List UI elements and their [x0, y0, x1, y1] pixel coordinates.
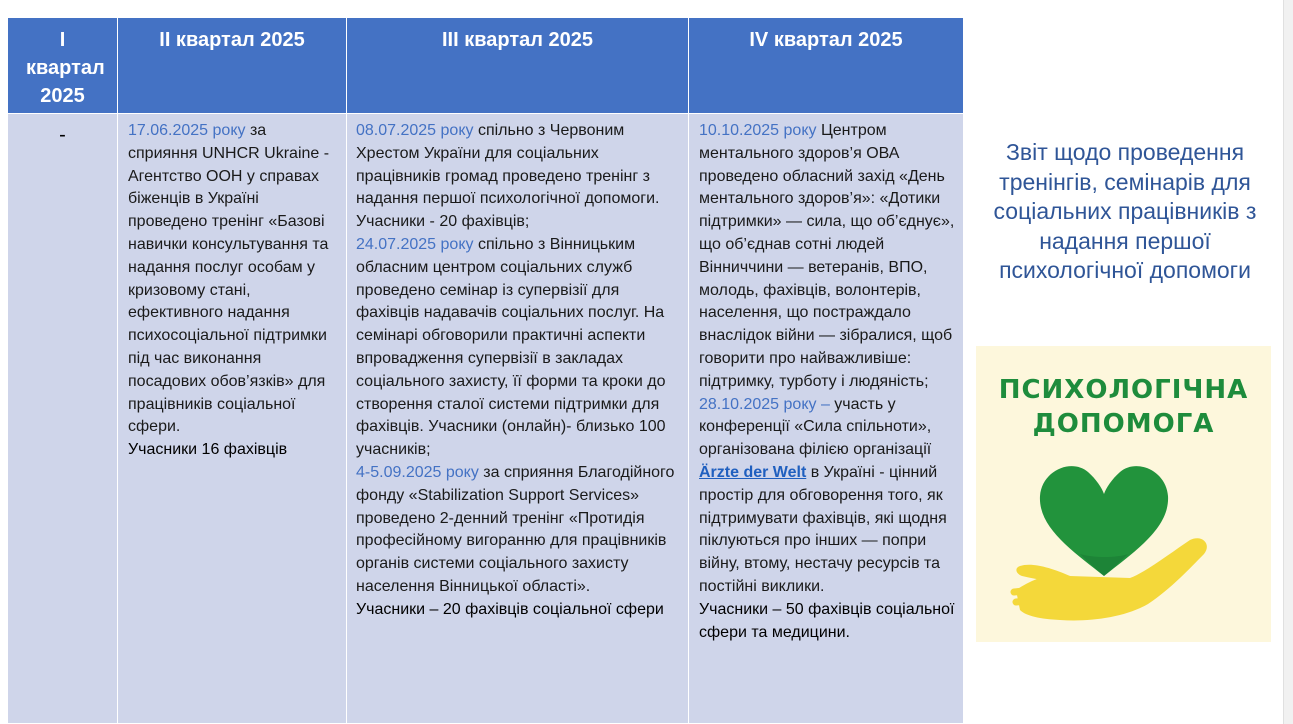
- q4-participants: Учасники – 50 фахівців соціальної сфери та медицини.: [699, 600, 955, 641]
- illustration-heading-line1: ПСИХОЛОГІЧНА: [998, 375, 1249, 405]
- event-description: за сприяння UNHCR Ukraine - Агентство ООН у справах біженців в Україні проведено тренінг «Базові навички консультування та надання послуг особам у кризовому стані, ефективного надання психосоціальної підтримки під час виконання посадових обов’язків» для працівників соціальної сфери.: [128, 122, 330, 436]
- heart-overlap: [1080, 554, 1128, 576]
- cell-q1: [8, 114, 118, 724]
- event-description: спільно з Вінницьким обласним центром соціальних служб проведено семінар із супервізії для фахівців надавачів соціальних послуг. На семінарі обговорили практичні аспекти впровадження супервізії в закладах соціального захисту, її форми та кроки до створення сталої системи підтримки для фахівців. Учасники (онлайн)- близько 100 учасників;: [356, 235, 666, 459]
- cell-q4: [689, 114, 964, 724]
- q2-event-1: [128, 120, 340, 439]
- event-date: 28.10.2025 року –: [699, 395, 830, 413]
- q3-event-3: [356, 462, 682, 599]
- table-row: [8, 114, 964, 724]
- event-description-continued: в Україні - цінний простір для обговорення того, як підтримувати фахівців, які щодня піклуються про інших — попри війну, втому, нестачу ресурсів та постійні виклики.: [699, 463, 947, 595]
- quarterly-report-table: [7, 17, 964, 724]
- event-description: за сприяння Благодійного фонду «Stabilization Support Services» проведено 2-денний тренінг «Протидія професійному вигоранню для працівників органів системи соціального захисту населення Вінницької області».: [356, 463, 675, 595]
- q2-participants: Учасники 16 фахівців: [128, 441, 288, 459]
- event-date: 24.07.2025 року: [356, 235, 474, 253]
- event-description: участь у конференції «Сила спільноти», організована філією організації: [699, 395, 932, 459]
- heart-in-hand-icon: [976, 442, 1271, 642]
- arzte-der-welt-link[interactable]: Ärzte der Welt: [699, 463, 807, 481]
- header-q4: IV квартал 2025: [689, 18, 964, 114]
- q3-event-1: [356, 120, 682, 234]
- q4-event-1: [699, 120, 955, 394]
- cell-q3: [347, 114, 689, 724]
- q3-participants: Учасники – 20 фахівців соціальної сфери: [356, 600, 664, 618]
- psychological-help-illustration: [976, 346, 1271, 642]
- event-date: 08.07.2025 року: [356, 122, 474, 139]
- q4-event-2: [699, 394, 955, 599]
- header-q3: III квартал 2025: [347, 18, 689, 114]
- q1-empty-value: -: [59, 124, 66, 146]
- table-header-row: [8, 18, 964, 114]
- event-description: спільно з Червоним Хрестом України для соціальних працівників громад проведено тренінг з надання першої психологічної допомоги. Учасники - 20 фахівців;: [356, 122, 660, 231]
- report-title: Звіт щодо проведення тренінгів, семінарів для соціальних працівників з надання першої психологічної допомоги: [993, 139, 1257, 283]
- header-q1: I квартал 2025: [8, 18, 118, 114]
- event-description: Центром ментального здоров’я ОВА проведено обласний захід «День ментального здоров’я»: «Дотики підтримки» — сила, що об’єднує», що об’єднав сотні людей Вінниччини — ветеранів, ВПО, молодь, фахівців, волонтерів, населення, що постраждало внаслідок війни — зібралися, щоб говорити про найважливіше: підтримку, турботу і людяність;: [699, 122, 955, 390]
- event-date: 10.10.2025 року: [699, 122, 817, 139]
- q3-event-2: [356, 234, 682, 462]
- illustration-heading-line2: ДОПОМОГА: [1032, 409, 1215, 439]
- header-q2: II квартал 2025: [118, 18, 347, 114]
- window-edge: [1283, 0, 1293, 724]
- event-date: 4-5.09.2025 року: [356, 463, 479, 481]
- event-date: 17.06.2025 року: [128, 122, 246, 139]
- cell-q2: [118, 114, 347, 724]
